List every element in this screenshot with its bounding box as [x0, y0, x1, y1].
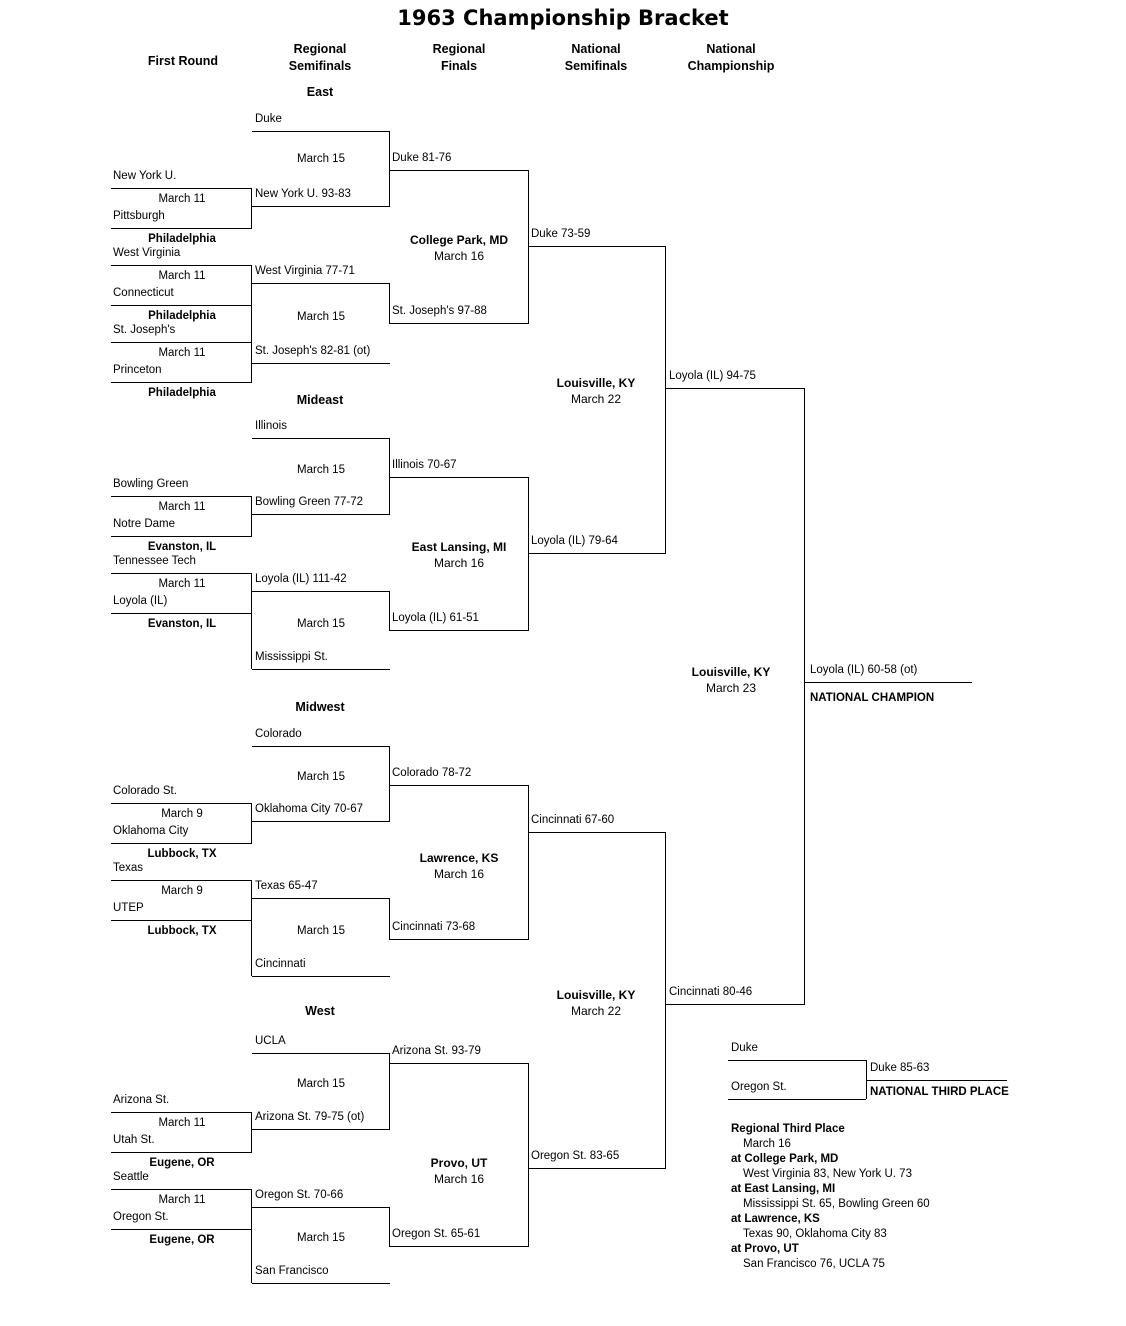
regional-third-place-heading: Regional Third Place: [731, 1123, 845, 1135]
bracket-line: [389, 477, 529, 478]
mideast-fr2-site: Evanston, IL: [147, 618, 217, 630]
bracket-line: [665, 388, 805, 389]
mideast-final-site: East Lansing, MI March 16: [411, 540, 507, 570]
west-semi3-date: March 15: [297, 1232, 345, 1244]
mideast-fr1-top: Bowling Green: [113, 478, 189, 490]
national-semifinal-1-site: Louisville, KY March 22: [556, 376, 636, 406]
bracket-line: [251, 496, 252, 536]
bracket-line: [389, 170, 529, 171]
west-seed-team: UCLA: [255, 1035, 286, 1047]
bracket-line: [389, 785, 529, 786]
bracket-line: [665, 246, 666, 553]
regional-third-place-date: March 16: [743, 1138, 791, 1150]
bracket-line: [111, 1189, 252, 1190]
mideast-semi1-result: Bowling Green 77-72: [255, 496, 364, 508]
west-fr1-date: March 11: [158, 1117, 206, 1129]
west-final-feeder-bottom: Oregon St. 65-61: [392, 1228, 481, 1240]
third-place-top: Duke: [731, 1042, 758, 1054]
bracket-line: [252, 669, 390, 670]
bracket-line: [251, 591, 252, 669]
bracket-line: [389, 438, 390, 514]
midwest-fr2-top: Texas: [113, 862, 144, 874]
mideast-fr2-top: Tennessee Tech: [113, 555, 196, 567]
west-fr2-date: March 11: [158, 1194, 206, 1206]
regional-third-place-result-1: Mississippi St. 65, Bowling Green 60: [743, 1198, 930, 1210]
east-semi2-top: West Virginia 77-71: [255, 265, 355, 277]
bracket-line: [111, 803, 252, 804]
bracket-line: [251, 1207, 252, 1283]
mideast-semi1-date: March 15: [297, 464, 345, 476]
midwest-semi1-result: Oklahoma City 70-67: [255, 803, 364, 815]
bracket-line: [728, 1060, 866, 1061]
national-semifinal-2-site: Louisville, KY March 22: [556, 988, 636, 1018]
east-fr1-top: New York U.: [113, 170, 177, 182]
midwest-semi1-date: March 15: [297, 771, 345, 783]
mideast-final-feeder-top: Illinois 70-67: [392, 459, 457, 471]
national-champion-label: NATIONAL CHAMPION: [810, 692, 935, 704]
west-semi1-date: March 15: [297, 1078, 345, 1090]
west-fr1-bottom: Utah St.: [113, 1134, 155, 1146]
bracket-line: [251, 898, 252, 976]
regional-third-place-result-0: West Virginia 83, New York U. 73: [743, 1168, 912, 1180]
bracket-line: [389, 283, 390, 323]
bracket-line: [389, 1246, 529, 1247]
region-label-midwest: Midwest: [295, 700, 345, 714]
mideast-fr2-bottom: Loyola (IL): [113, 595, 168, 607]
bracket-line: [252, 1283, 390, 1284]
third-place-bottom: Oregon St.: [731, 1081, 787, 1093]
region-label-east: East: [306, 85, 334, 99]
bracket-line: [252, 438, 390, 439]
mideast-fr1-bottom: Notre Dame: [113, 518, 175, 530]
bracket-line: [389, 591, 390, 630]
regional-third-place-site-1: at East Lansing, MI: [731, 1183, 836, 1195]
midwest-final-site: Lawrence, KS March 16: [419, 851, 499, 881]
bracket-line: [389, 746, 390, 821]
east-final-site: College Park, MD March 16: [409, 233, 509, 263]
midwest-fr1-date: March 9: [161, 808, 203, 820]
east-fr2-site: Philadelphia: [148, 310, 216, 322]
third-place-result: Duke 85-63: [870, 1062, 930, 1074]
midwest-final-feeder-bottom: Cincinnati 73-68: [392, 921, 476, 933]
national-semifinal-1-result: Loyola (IL) 94-75: [669, 370, 756, 382]
bracket-line: [252, 206, 390, 207]
mideast-semi2-top: Loyola (IL) 111-42: [255, 573, 347, 585]
bracket-line: [252, 1207, 390, 1208]
region-label-mideast: Mideast: [296, 393, 344, 407]
east-fr1-site: Philadelphia: [148, 233, 216, 245]
west-final-feeder-top: Arizona St. 93-79: [392, 1045, 481, 1057]
bracket-line: [111, 536, 252, 537]
bracket-line: [528, 1063, 529, 1246]
midwest-semi2-top: Texas 65-47: [255, 880, 318, 892]
midwest-bottom-team: Cincinnati: [255, 958, 306, 970]
east-final-feeder-top: Duke 81-76: [392, 152, 452, 164]
mideast-fr2-date: March 11: [158, 578, 206, 590]
regional-third-place-block: [731, 1122, 1071, 1272]
regional-third-place-result-3: San Francisco 76, UCLA 75: [743, 1258, 885, 1270]
west-fr2-site: Eugene, OR: [149, 1234, 215, 1246]
east-semi3-result: St. Joseph's 82-81 (ot): [255, 345, 371, 357]
bracket-line: [252, 898, 390, 899]
regional-third-place-site-3: at Provo, UT: [731, 1243, 799, 1255]
column-header-national-semifinals: National Semifinals: [564, 42, 628, 73]
bracket-line: [252, 363, 390, 364]
bracket-line: [111, 1152, 252, 1153]
midwest-final-feeder-top: Colorado 78-72: [392, 767, 472, 779]
bracket-line: [252, 746, 390, 747]
midwest-fr1-bottom: Oklahoma City: [113, 825, 189, 837]
bracket-line: [111, 496, 252, 497]
column-header-national-championship: National Championship: [687, 42, 775, 73]
east-fr1-date: March 11: [158, 193, 206, 205]
mideast-semi3-date: March 15: [297, 618, 345, 630]
east-fr2-bottom: Connecticut: [113, 287, 174, 299]
regional-third-place-site-0: at College Park, MD: [731, 1153, 839, 1165]
regional-third-place-result-2: Texas 90, Oklahoma City 83: [743, 1228, 887, 1240]
bracket-line: [111, 573, 252, 574]
west-semi1-result: Arizona St. 79-75 (ot): [255, 1111, 365, 1123]
bracket-line: [804, 682, 972, 683]
bracket-line: [389, 131, 390, 206]
east-fr1-bottom: Pittsburgh: [113, 210, 165, 222]
midwest-winner: Cincinnati 67-60: [531, 814, 615, 826]
bracket-line: [252, 1129, 390, 1130]
mideast-fr1-site: Evanston, IL: [147, 541, 217, 553]
bracket-line: [389, 939, 529, 940]
bracket-line: [111, 920, 252, 921]
bracket-line: [111, 880, 252, 881]
east-fr2-date: March 11: [158, 270, 206, 282]
bracket-line: [389, 1207, 390, 1246]
bracket-line: [866, 1080, 1007, 1081]
national-championship-site: Louisville, KY March 23: [691, 665, 771, 695]
bracket-line: [111, 382, 252, 383]
bracket-line: [528, 832, 666, 833]
bracket-line: [111, 188, 252, 189]
east-winner: Duke 73-59: [531, 228, 591, 240]
east-final-feeder-bottom: St. Joseph's 97-88: [392, 305, 487, 317]
west-final-site: Provo, UT March 16: [430, 1156, 488, 1186]
bracket-line: [111, 342, 252, 343]
bracket-line: [251, 188, 252, 228]
column-header-first-round: First Round: [147, 54, 219, 68]
bracket-line: [252, 821, 390, 822]
mideast-winner: Loyola (IL) 79-64: [531, 535, 618, 547]
bracket-line: [665, 832, 666, 1168]
bracket-line: [389, 1053, 390, 1129]
bracket-line: [111, 843, 252, 844]
mideast-final-feeder-bottom: Loyola (IL) 61-51: [392, 612, 479, 624]
east-seed-team: Duke: [255, 113, 282, 125]
bracket-line: [252, 976, 390, 977]
bracket-line: [665, 1004, 805, 1005]
east-fr2-top: West Virginia: [113, 247, 181, 259]
bracket-line: [111, 228, 252, 229]
west-winner: Oregon St. 83-65: [531, 1150, 620, 1162]
bracket-line: [111, 265, 252, 266]
bracket-line: [111, 1112, 252, 1113]
bracket-line: [252, 1053, 390, 1054]
east-semi1-date: March 15: [297, 153, 345, 165]
east-fr3-site: Philadelphia: [148, 387, 216, 399]
midwest-seed-team: Colorado: [255, 728, 302, 740]
west-fr2-top: Seattle: [113, 1171, 149, 1183]
west-fr2-bottom: Oregon St.: [113, 1211, 169, 1223]
midwest-fr2-date: March 9: [161, 885, 203, 897]
midwest-semi3-date: March 15: [297, 925, 345, 937]
national-champion-result: Loyola (IL) 60-58 (ot): [810, 664, 918, 676]
region-label-west: West: [305, 1004, 335, 1018]
bracket-line: [111, 1229, 252, 1230]
bracket-line: [252, 514, 390, 515]
west-bottom-team: San Francisco: [255, 1265, 329, 1277]
bracket-line: [528, 553, 666, 554]
mideast-seed-team: Illinois: [255, 420, 287, 432]
bracket-line: [389, 1063, 529, 1064]
bracket-line: [389, 630, 529, 631]
midwest-fr1-top: Colorado St.: [113, 785, 177, 797]
bracket-line: [251, 1112, 252, 1152]
east-fr3-bottom: Princeton: [113, 364, 162, 376]
east-fr3-top: St. Joseph's: [113, 324, 176, 336]
bracket-line: [728, 1099, 866, 1100]
east-fr3-date: March 11: [158, 347, 206, 359]
third-place-label: NATIONAL THIRD PLACE: [870, 1086, 1009, 1098]
column-header-regional-semifinals: Regional Semifinals: [288, 42, 352, 73]
mideast-bottom-team: Mississippi St.: [255, 651, 328, 663]
mideast-fr1-date: March 11: [158, 501, 206, 513]
bracket-line: [252, 131, 390, 132]
bracket-line: [111, 613, 252, 614]
bracket-line: [804, 388, 805, 1004]
midwest-fr2-site: Lubbock, TX: [147, 925, 217, 937]
east-semi3-date: March 15: [297, 311, 345, 323]
bracket-line: [528, 785, 529, 939]
bracket-line: [528, 246, 666, 247]
midwest-fr2-bottom: UTEP: [113, 902, 144, 914]
west-semi2-top: Oregon St. 70-66: [255, 1189, 344, 1201]
bracket-line: [111, 305, 252, 306]
east-semi1-result: New York U. 93-83: [255, 188, 351, 200]
bracket-line: [252, 283, 390, 284]
national-semifinal-2-result: Cincinnati 80-46: [669, 986, 753, 998]
west-fr1-site: Eugene, OR: [149, 1157, 215, 1169]
west-fr1-top: Arizona St.: [113, 1094, 170, 1106]
midwest-fr1-site: Lubbock, TX: [147, 848, 217, 860]
bracket-line: [251, 803, 252, 843]
bracket-line: [251, 283, 252, 363]
bracket-line: [528, 1168, 666, 1169]
page-title: 1963 Championship Bracket: [397, 6, 729, 30]
regional-third-place-site-2: at Lawrence, KS: [731, 1213, 820, 1225]
column-header-regional-finals: Regional Finals: [432, 42, 486, 73]
bracket-line: [389, 323, 529, 324]
bracket-line: [252, 591, 390, 592]
bracket-line: [389, 898, 390, 939]
